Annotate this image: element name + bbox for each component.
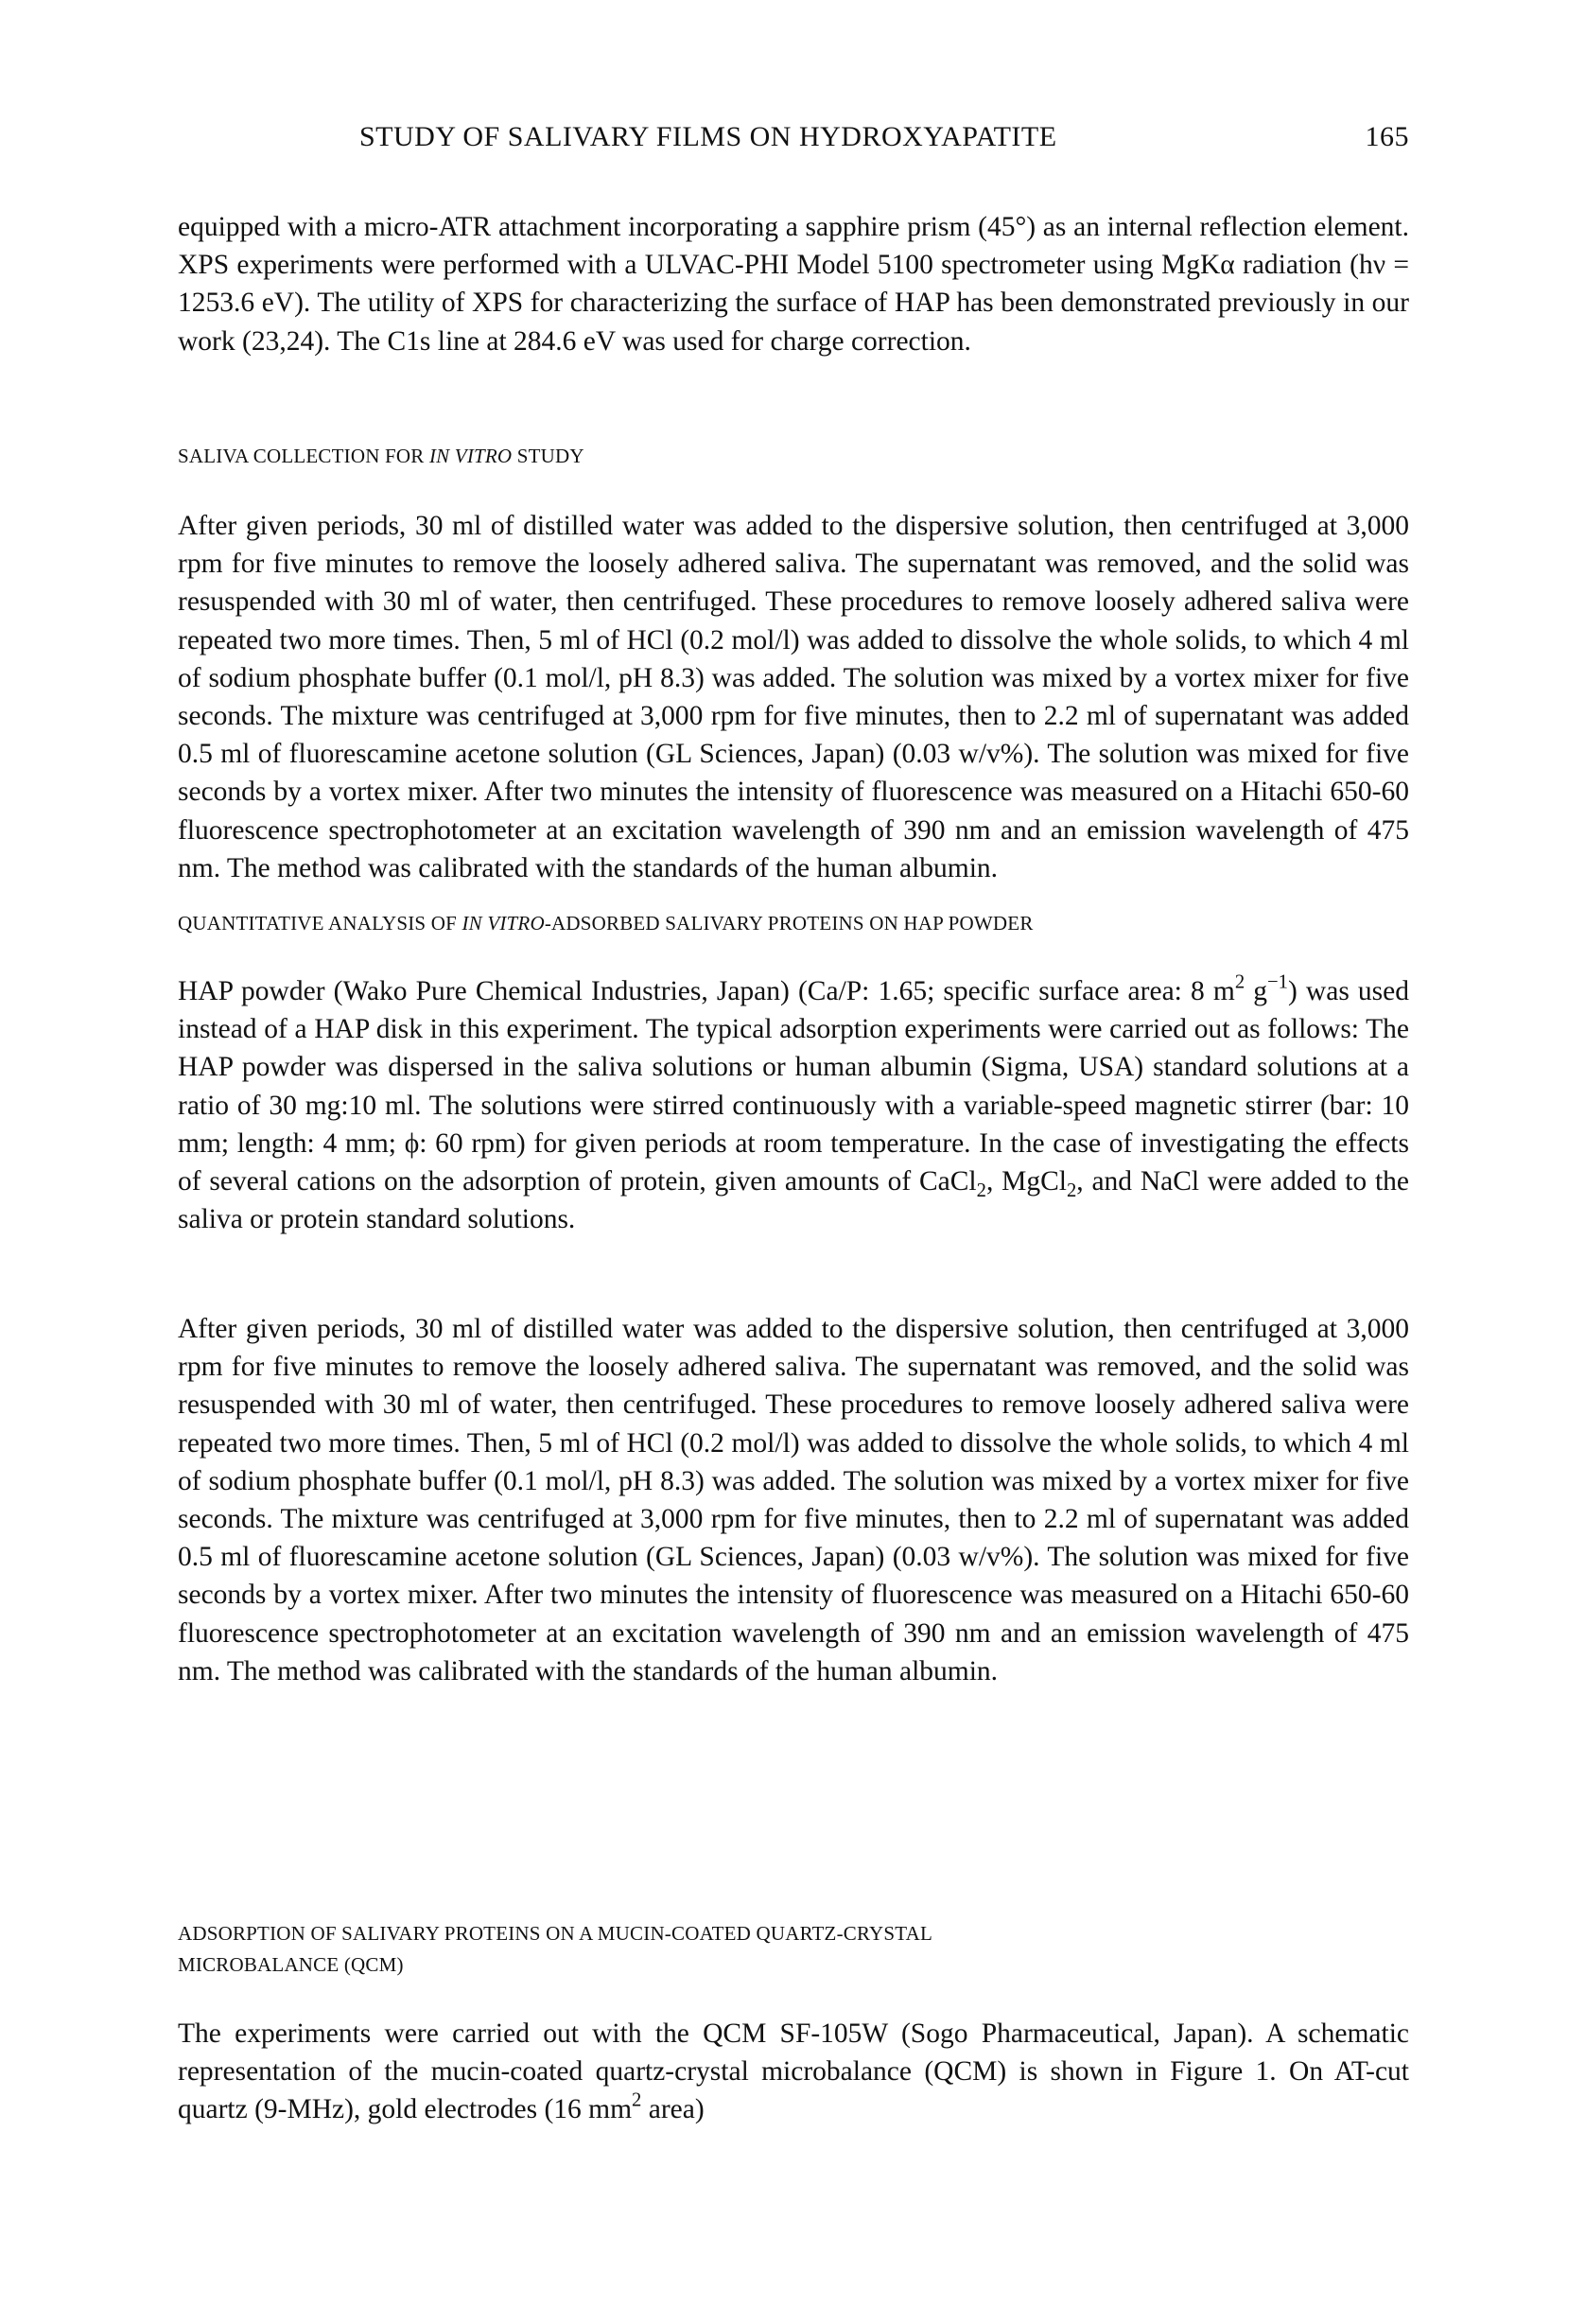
- text-run: HAP powder (Wako Pure Chemical Industries, Japan) (Ca/P: 1.65; specific surface area: 8 m: [178, 976, 1235, 1006]
- heading-italic-text: IN VITRO: [462, 912, 545, 935]
- running-head: [178, 121, 1409, 163]
- heading-text: -ADSORBED SALIVARY PROTEINS ON HAP POWDER: [544, 912, 1034, 935]
- section-heading-quantitative-analysis: [178, 908, 1409, 939]
- section-heading-qcm: [178, 1918, 1409, 1981]
- section-heading-saliva-collection: [178, 441, 1409, 472]
- heading-text: QUANTITATIVE ANALYSIS OF: [178, 912, 462, 935]
- paragraph-qcm: [178, 2015, 1409, 2129]
- text-run: ) was used instead of a HAP disk in this experiment. The typical adsorption experiments were carried out as follows: The HAP powder was dispersed in the saliva solutions or human albumin (Sigma, USA) standard solutions at a ratio of 30 mg:10 ml. The solutions were stirred continuously with a variable-speed magnetic stirrer (bar: 10 mm; length: 4 mm; ϕ: 60 rpm) for given periods at room temperature. In the case of investigating the effects of several cations on the adsorption of protein, given amounts of CaCl: [178, 976, 1410, 1197]
- heading-text: SALIVA COLLECTION FOR: [178, 445, 429, 467]
- paragraph-saliva-collection: After given periods, 30 ml of distilled water was added to the dispersive solution, then centrifuged at 3,000 rpm for five minutes to remove the loosely adhered saliva. The supernatant was removed, and the solid was resuspended with 30 ml of water, then centrifuged. These procedures to remove loosely adhered saliva were repeated two more times. Then, 5 ml of HCl (0.2 mol/l) was added to dissolve the whole solids, to which 4 ml of sodium phosphate buffer (0.1 mol/l, pH 8.3) was added. The solution was mixed by a vortex mixer for five seconds. The mixture was centrifuged at 3,000 rpm for five minutes, then to 2.2 ml of supernatant was added 0.5 ml of fluorescamine acetone solution (GL Sciences, Japan) (0.03 w/v%). The solution was mixed for five seconds by a vortex mixer. After two minutes the intensity of fluorescence was measured on a Hitachi 650-60 fluorescence spectrophotometer at an excitation wavelength of 390 nm and an emission wavelength of 475 nm. The method was calibrated with the standards of the human albumin.: [178, 511, 1409, 883]
- superscript: −1: [1267, 971, 1288, 993]
- heading-text: STUDY: [512, 445, 584, 467]
- heading-line: ADSORPTION OF SALIVARY PROTEINS ON A MUCIN-COATED QUARTZ-CRYSTAL: [178, 1922, 933, 1945]
- paragraph-hap-powder: [178, 972, 1409, 1238]
- heading-line: MICROBALANCE (QCM): [178, 1953, 404, 1976]
- text-run: area): [641, 2094, 705, 2125]
- page-number: 165: [1365, 121, 1409, 152]
- subscript: 2: [1066, 1180, 1077, 1202]
- text-run: , and NaCl were added to the saliva or protein standard solutions.: [178, 1166, 1409, 1235]
- running-head-title: STUDY OF SALIVARY FILMS ON HYDROXYAPATITE: [359, 121, 1057, 152]
- superscript: 2: [632, 2090, 642, 2112]
- text-run: g: [1245, 976, 1268, 1006]
- text-run: The experiments were carried out with the QCM SF-105W (Sogo Pharmaceutical, Japan). A schematic representation of the mucin-coated quartz-crystal microbalance (QCM) is shown in Figure 1. On AT-cut quartz (9-MHz), gold electrodes (16 mm: [178, 2018, 1409, 2125]
- subscript: 2: [976, 1180, 986, 1202]
- text-run: , MgCl: [985, 1166, 1067, 1197]
- superscript: 2: [1234, 971, 1245, 993]
- heading-italic-text: IN VITRO: [428, 445, 513, 467]
- paragraph-xps-continuation: equipped with a micro-ATR attachment incorporating a sapphire prism (45°) as an internal reflection element. XPS experiments were performed with a ULVAC-PHI Model 5100 spectrometer using MgKα radiation (hν = 1253.6 eV). The utility of XPS for characterizing the surface of HAP has been demonstrated previously in our work (23,24). The C1s line at 284.6 eV was used for charge correction.: [178, 212, 1409, 357]
- paragraph-procedure: After given periods, 30 ml of distilled water was added to the dispersive solution, then centrifuged at 3,000 rpm for five minutes to remove the loosely adhered saliva. The supernatant was removed, and the solid was resuspended with 30 ml of water, then centrifuged. These procedures to remove loosely adhered saliva were repeated two more times. Then, 5 ml of HCl (0.2 mol/l) was added to dissolve the whole solids, to which 4 ml of sodium phosphate buffer (0.1 mol/l, pH 8.3) was added. The solution was mixed by a vortex mixer for five seconds. The mixture was centrifuged at 3,000 rpm for five minutes, then to 2.2 ml of supernatant was added 0.5 ml of fluorescamine acetone solution (GL Sciences, Japan) (0.03 w/v%). The solution was mixed for five seconds by a vortex mixer. After two minutes the intensity of fluorescence was measured on a Hitachi 650-60 fluorescence spectrophotometer at an excitation wavelength of 390 nm and an emission wavelength of 475 nm. The method was calibrated with the standards of the human albumin.: [178, 1314, 1409, 1686]
